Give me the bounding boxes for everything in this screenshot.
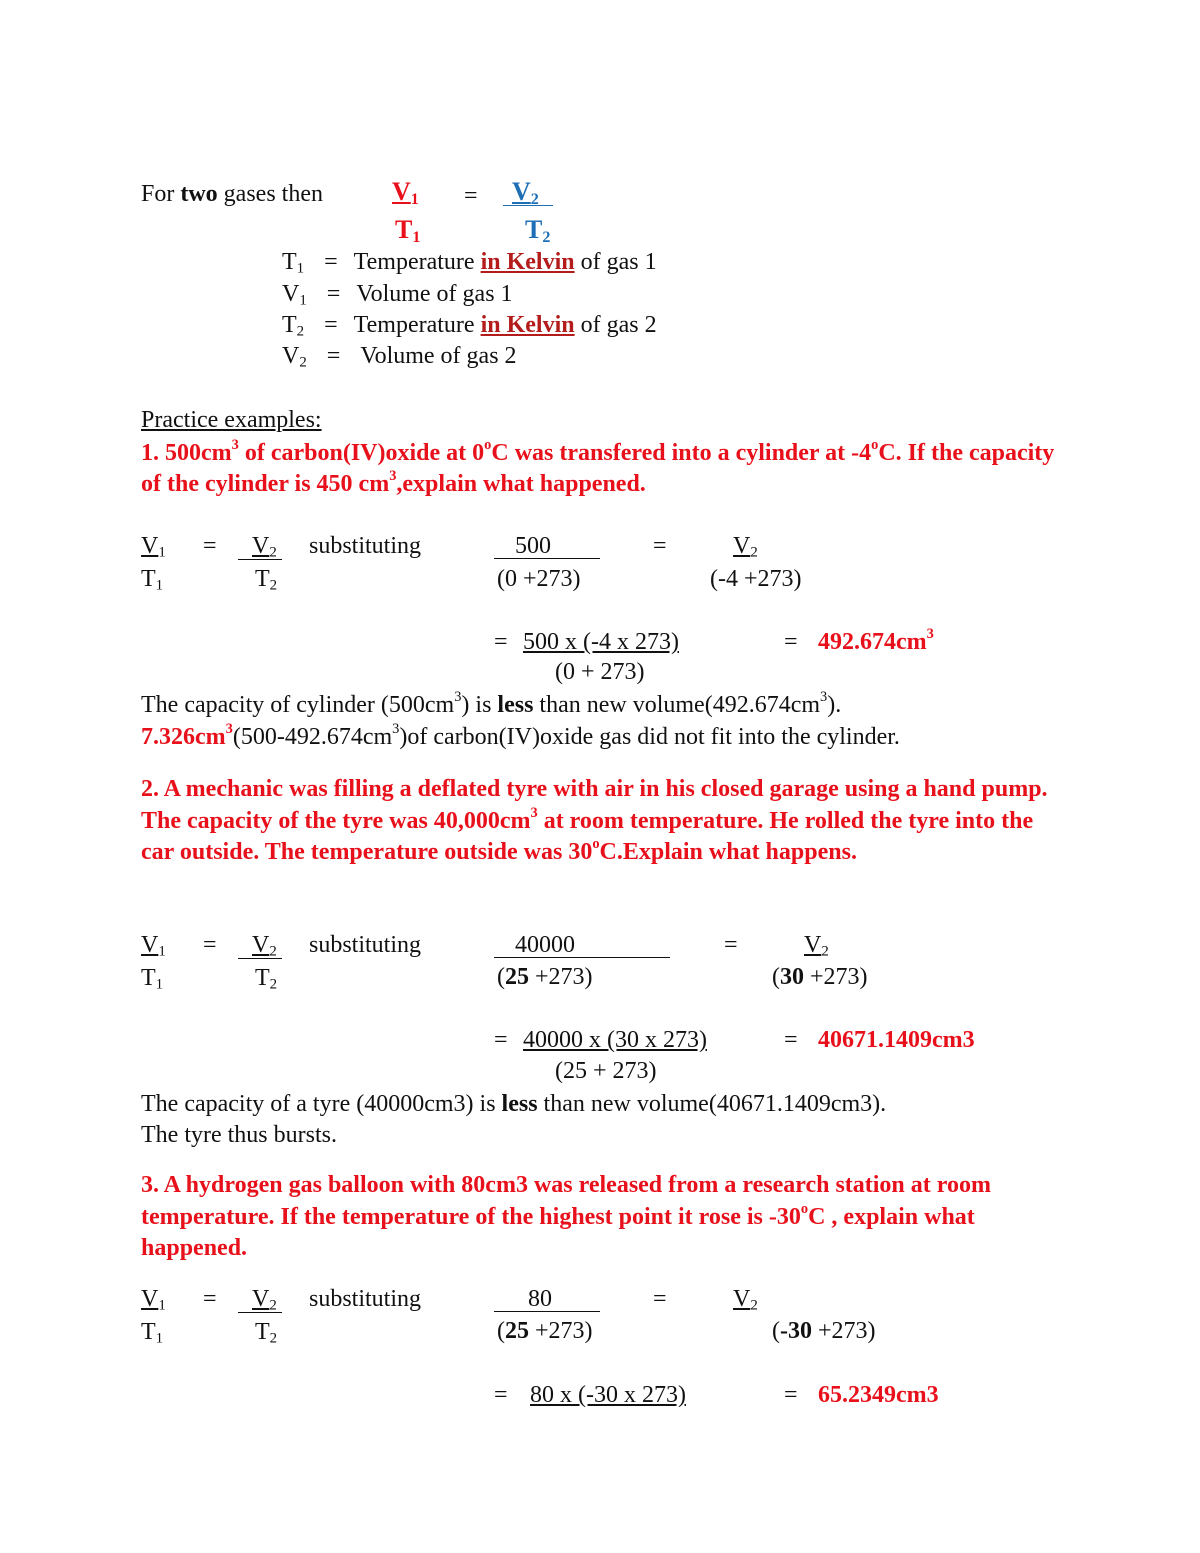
subst-denominator: (0 +273) [497, 566, 581, 592]
result-value: $492.674cm^3$ [818, 626, 934, 655]
conclusion-line: The tyre thus bursts. [141, 1122, 337, 1148]
subst-equals: = [653, 533, 667, 559]
subst-fraction-line [494, 558, 600, 559]
substituting-label: substituting [309, 1286, 422, 1312]
ratio-equals: = [203, 932, 217, 958]
result-equals: = [784, 1382, 798, 1408]
example-3-question: 3. A hydrogen gas balloon with 80cm3 was released from a research station at room temperature. If the temperature of the highest point it rose is -30$^o$C , explain what happened. [141, 1172, 991, 1261]
formula-v2: $V_2$ [512, 177, 539, 209]
result-value: 40671.1409cm3 [818, 1027, 975, 1053]
calc-equals: = [494, 1027, 508, 1053]
ratio-t1: $T_1$ [141, 1319, 164, 1347]
result-equals: = [784, 629, 798, 655]
ratio-t2: $T_2$ [255, 1319, 278, 1347]
definition-row: $T_2$ = Temperature in Kelvin of gas 2 [282, 312, 657, 340]
ratio-v1: $V_1$ [141, 1286, 166, 1314]
ratio-v2: $V_2$ [252, 1286, 277, 1314]
ratio-t1: $T_1$ [141, 566, 164, 594]
definition-row: $V_1$ = Volume of gas 1 [282, 281, 513, 309]
subst-equals: = [653, 1286, 667, 1312]
subst-denominator: (25 +273) [497, 1318, 593, 1344]
formula-v2-line [503, 205, 553, 206]
rhs-denominator: (-4 +273) [710, 566, 802, 592]
subst-denominator: (25 +273) [497, 964, 593, 990]
definition-row: $T_1$ = Temperature in Kelvin of gas 1 [282, 249, 657, 277]
ratio-t2: $T_2$ [255, 965, 278, 993]
ratio-v2-line [238, 958, 282, 959]
formula-t1: $T_1$ [395, 215, 421, 247]
calc-numerator: 40000 x (30 x 273) [523, 1027, 707, 1053]
ratio-equals: = [203, 1286, 217, 1312]
rhs-v2: $V_2$ [804, 932, 829, 960]
rhs-denominator: (-30 +273) [772, 1318, 876, 1344]
conclusion-line: The capacity of cylinder $(500cm^3)$ is less than new $volume(492.674cm^3)$. [141, 689, 842, 718]
calc-equals: = [494, 629, 508, 655]
practice-heading: Practice examples: [141, 407, 322, 433]
ratio-v2-line [238, 559, 282, 560]
subst-equals: = [724, 932, 738, 958]
example-1-question: 1. $500cm^3$ of carbon(IV)oxide at 0$^o$C was transfered into a cylinder at -4$^o$C. If the capacity of the cylinder is 450 $cm^3,explain$ what happened. [141, 437, 1055, 497]
formula-v1: $V_1$ [392, 177, 419, 209]
calc-equals: = [494, 1382, 508, 1408]
ratio-v2-line [238, 1312, 282, 1313]
subst-numerator: 500 [515, 533, 551, 559]
result-value: 65.2349cm3 [818, 1382, 939, 1408]
definition-row: $V_2$ = Volume of gas 2 [282, 343, 517, 371]
formula-equals: = [464, 183, 478, 209]
formula-t2: $T_2$ [525, 215, 551, 247]
ratio-v2: $V_2$ [252, 932, 277, 960]
ratio-v1: $V_1$ [141, 533, 166, 561]
subst-fraction-line [494, 1311, 600, 1312]
substituting-label: substituting [309, 533, 422, 559]
rhs-v2: $V_2$ [733, 533, 758, 561]
ratio-t2: $T_2$ [255, 566, 278, 594]
rhs-v2: $V_2$ [733, 1286, 758, 1314]
subst-numerator: 40000 [515, 932, 575, 958]
ratio-v2: $V_2$ [252, 533, 277, 561]
rhs-denominator: (30 +273) [772, 964, 868, 990]
ratio-equals: = [203, 533, 217, 559]
ratio-v1: $V_1$ [141, 932, 166, 960]
ratio-t1: $T_1$ [141, 965, 164, 993]
example-2-question: 2. A mechanic was filling a deflated tyre with air in his closed garage using a hand pump. The capacity of the tyre was $40,000cm^3$ at room temperature. He rolled the tyre into the car outside. The temperature outside was 30$^o$C.Explain what happens. [141, 776, 1048, 865]
conclusion-line: The capacity of a tyre (40000cm3) is less than new volume(40671.1409cm3). [141, 1091, 887, 1117]
subst-fraction-line [494, 957, 670, 958]
result-equals: = [784, 1027, 798, 1053]
subst-numerator: 80 [528, 1286, 552, 1312]
calc-numerator: 80 x (-30 x 273) [530, 1382, 686, 1408]
intro-text: For two gases then [141, 181, 323, 207]
calc-denominator: (25 + 273) [555, 1058, 657, 1084]
conclusion-line: $7.326cm^3(500-492.674cm^3)of$ carbon(IV)oxide gas did not fit into the cylinder. [141, 721, 900, 750]
calc-numerator: 500 x (-4 x 273) [523, 629, 679, 655]
substituting-label: substituting [309, 932, 422, 958]
calc-denominator: (0 + 273) [555, 659, 645, 685]
